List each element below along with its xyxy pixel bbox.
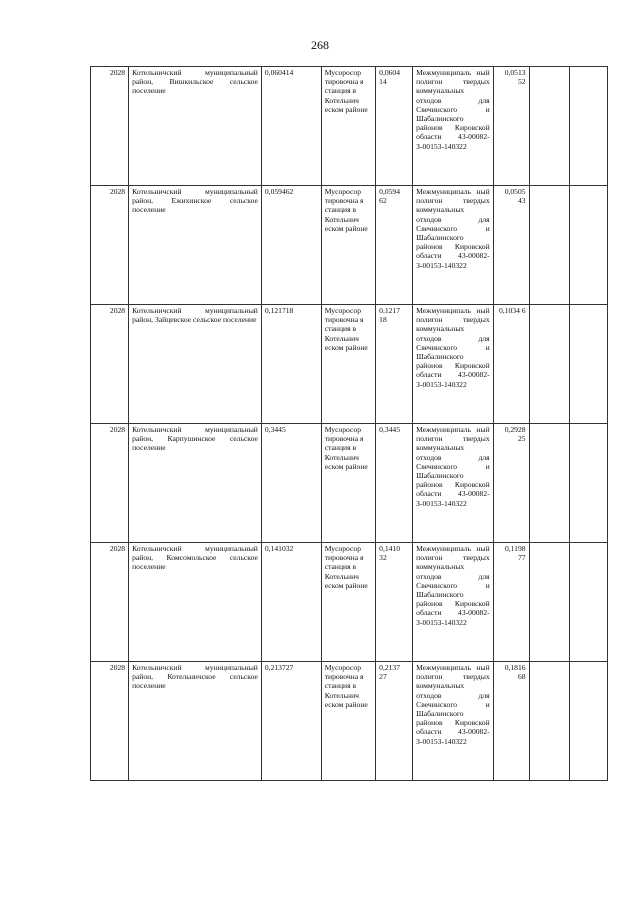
object-cell: Мусоросор тировочна я станция в Котельнич еском районе bbox=[321, 305, 375, 424]
value-1-cell: 0,060414 bbox=[261, 67, 321, 186]
district-cell: Котельничский муниципальный район, Карпушинское сельское поселение bbox=[129, 424, 262, 543]
value-1-cell: 0,121718 bbox=[261, 305, 321, 424]
value-2-cell: 0,2137 27 bbox=[376, 662, 413, 781]
table-row bbox=[91, 543, 608, 662]
empty-cell bbox=[529, 67, 569, 186]
value-2-cell: 0,3445 bbox=[376, 424, 413, 543]
table-row bbox=[91, 662, 608, 781]
empty-cell bbox=[529, 543, 569, 662]
district-cell: Котельничский муниципальный район, Комсомольское сельское поселение bbox=[129, 543, 262, 662]
object-cell: Мусоросор тировочна я станция в Котельнич еском районе bbox=[321, 662, 375, 781]
value-1-cell: 0,3445 bbox=[261, 424, 321, 543]
value-1-cell: 0,141032 bbox=[261, 543, 321, 662]
value-2-cell: 0,1217 18 bbox=[376, 305, 413, 424]
year-cell: 2028 bbox=[91, 186, 129, 305]
year-cell: 2028 bbox=[91, 424, 129, 543]
table-row bbox=[91, 67, 608, 186]
value-3-cell: 0,2928 25 bbox=[493, 424, 529, 543]
value-2-cell: 0,0604 14 bbox=[376, 67, 413, 186]
empty-cell bbox=[529, 305, 569, 424]
value-3-cell: 0,1198 77 bbox=[493, 543, 529, 662]
destination-cell: Межмуниципаль ный полигон твердых коммунальных отходов для Свечинского и Шабалинского районов Кировской области 43-00082-З-00153-140322 bbox=[413, 543, 494, 662]
table-row bbox=[91, 424, 608, 543]
district-cell: Котельничский муниципальный район, Зайцевское сельское поселение bbox=[129, 305, 262, 424]
district-cell: Котельничский муниципальный район, Ежихинское сельское поселение bbox=[129, 186, 262, 305]
year-cell: 2028 bbox=[91, 67, 129, 186]
page-number: 268 bbox=[311, 38, 329, 52]
object-cell: Мусоросор тировочна я станция в Котельнич еском районе bbox=[321, 424, 375, 543]
value-1-cell: 0,059462 bbox=[261, 186, 321, 305]
value-1-cell: 0,213727 bbox=[261, 662, 321, 781]
value-2-cell: 0,1410 32 bbox=[376, 543, 413, 662]
value-3-cell: 0,1034 6 bbox=[493, 305, 529, 424]
object-cell: Мусоросор тировочна я станция в Котельнич еском районе bbox=[321, 67, 375, 186]
destination-cell: Межмуниципаль ный полигон твердых коммунальных отходов для Свечинского и Шабалинского районов Кировской области 43-00082-З-00153-140322 bbox=[413, 424, 494, 543]
empty-cell bbox=[569, 662, 607, 781]
waste-flow-table bbox=[90, 66, 608, 781]
empty-cell bbox=[529, 662, 569, 781]
district-cell: Котельничский муниципальный район, Котельничское сельское поселение bbox=[129, 662, 262, 781]
destination-cell: Межмуниципаль ный полигон твердых коммунальных отходов для Свечинского и Шабалинского районов Кировской области 43-00082-З-00153-140322 bbox=[413, 186, 494, 305]
destination-cell: Межмуниципаль ный полигон твердых коммунальных отходов для Свечинского и Шабалинского районов Кировской области 43-00082-З-00153-140322 bbox=[413, 305, 494, 424]
value-3-cell: 0,0513 52 bbox=[493, 67, 529, 186]
empty-cell bbox=[569, 543, 607, 662]
year-cell: 2028 bbox=[91, 305, 129, 424]
object-cell: Мусоросор тировочна я станция в Котельнич еском районе bbox=[321, 186, 375, 305]
value-3-cell: 0,0505 43 bbox=[493, 186, 529, 305]
year-cell: 2028 bbox=[91, 662, 129, 781]
year-cell: 2028 bbox=[91, 543, 129, 662]
empty-cell bbox=[569, 67, 607, 186]
empty-cell bbox=[529, 186, 569, 305]
empty-cell bbox=[569, 305, 607, 424]
table-body bbox=[91, 67, 608, 781]
value-3-cell: 0,1816 68 bbox=[493, 662, 529, 781]
destination-cell: Межмуниципаль ный полигон твердых коммунальных отходов для Свечинского и Шабалинского районов Кировской области 43-00082-З-00153-140322 bbox=[413, 662, 494, 781]
empty-cell bbox=[569, 424, 607, 543]
table-row bbox=[91, 305, 608, 424]
table-row bbox=[91, 186, 608, 305]
destination-cell: Межмуниципаль ный полигон твердых коммунальных отходов для Свечинского и Шабалинского районов Кировской области 43-00082-З-00153-140322 bbox=[413, 67, 494, 186]
district-cell: Котельничский муниципальный район, Вишкильское сельское поселение bbox=[129, 67, 262, 186]
empty-cell bbox=[569, 186, 607, 305]
empty-cell bbox=[529, 424, 569, 543]
object-cell: Мусоросор тировочна я станция в Котельнич еском районе bbox=[321, 543, 375, 662]
value-2-cell: 0,0594 62 bbox=[376, 186, 413, 305]
